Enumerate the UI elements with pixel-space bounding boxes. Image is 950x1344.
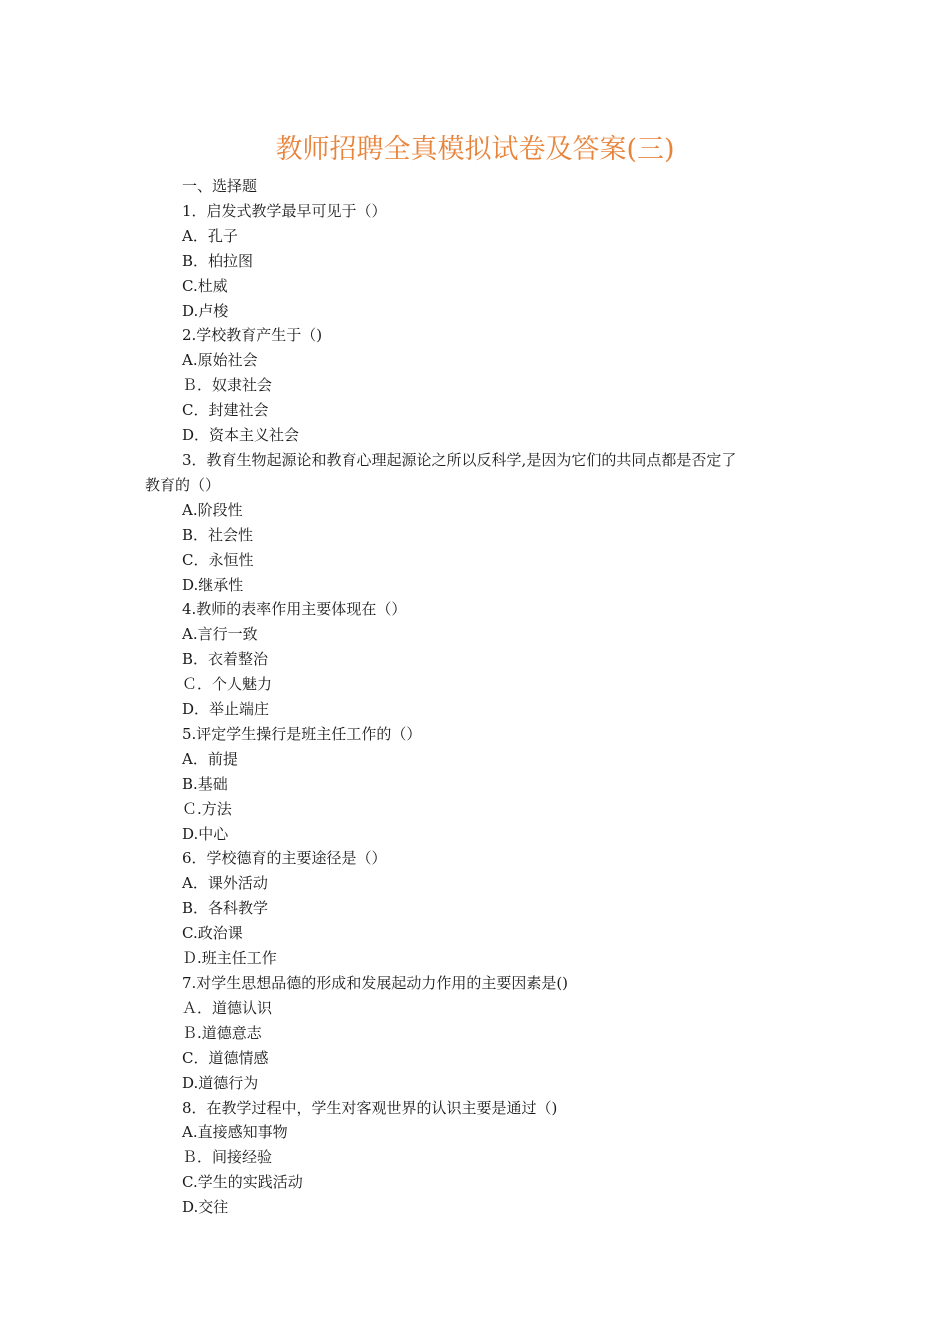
option-line: C.杜威 — [182, 276, 228, 295]
question-6: 6．学校德育的主要途径是（） — [182, 849, 387, 868]
option-line: A．前提 — [182, 749, 238, 768]
option-line: D．资本主义社会 — [182, 426, 300, 445]
option-line: D.交往 — [182, 1198, 229, 1217]
option-line: B．各科教学 — [182, 899, 269, 918]
option-line: A.阶段性 — [182, 500, 243, 519]
option-line: D.道德行为 — [182, 1073, 259, 1092]
option-line: C．永恒性 — [182, 550, 254, 569]
option-line: A.原始社会 — [182, 351, 258, 370]
section-heading: 一、选择题 — [182, 177, 258, 195]
question-8: 8．在教学过程中，学生对客观世界的认识主要是通过（) — [182, 1098, 558, 1117]
question-3: 3．教育生物起源论和教育心理起源论之所以反科学,是因为它们的共同点都是否定了 — [182, 450, 737, 469]
option-line: D．举止端庄 — [182, 700, 270, 719]
option-line: Ｂ.道德意志 — [182, 1023, 262, 1042]
option-line: Ａ．道德认识 — [182, 998, 273, 1017]
question-2: 2.学校教育产生于（) — [182, 326, 323, 345]
option-line: Ｃ.方法 — [182, 799, 232, 818]
question-4: 4.教师的表率作用主要体现在（） — [182, 600, 407, 619]
question-5: 5.评定学生操行是班主任工作的（） — [182, 724, 422, 743]
option-line: C．道德情感 — [182, 1048, 269, 1067]
question-1: 1．启发式教学最早可见于（） — [182, 201, 387, 220]
option-line: A．课外活动 — [182, 874, 268, 893]
option-line: D.继承性 — [182, 575, 244, 594]
option-line: D.中心 — [182, 824, 229, 843]
option-line: C.学生的实践活动 — [182, 1173, 303, 1192]
option-line: A.言行一致 — [182, 625, 258, 644]
option-line: A．孔子 — [182, 226, 238, 245]
option-line: B．社会性 — [182, 525, 254, 544]
option-line: B.基础 — [182, 774, 228, 793]
option-line: Ｃ．个人魅力 — [182, 675, 273, 694]
option-line: Ｂ．间接经验 — [182, 1148, 273, 1167]
exam-content — [145, 174, 815, 1220]
option-line: Ｂ．奴隶社会 — [182, 376, 273, 395]
question-3-continued: 教育的（） — [145, 475, 221, 494]
option-line: Ｄ.班主任工作 — [182, 949, 277, 968]
question-7: 7.对学生思想品德的形成和发展起动力作用的主要因素是() — [182, 974, 569, 992]
option-line: B．衣着整治 — [182, 650, 269, 669]
option-line: C．封建社会 — [182, 401, 269, 420]
option-line: C.政治课 — [182, 924, 243, 943]
option-line: D.卢梭 — [182, 301, 229, 320]
document-title: 教师招聘全真模拟试卷及答案(三) — [275, 134, 675, 165]
option-line: A.直接感知事物 — [182, 1123, 288, 1142]
option-line: B．柏拉图 — [182, 251, 254, 270]
